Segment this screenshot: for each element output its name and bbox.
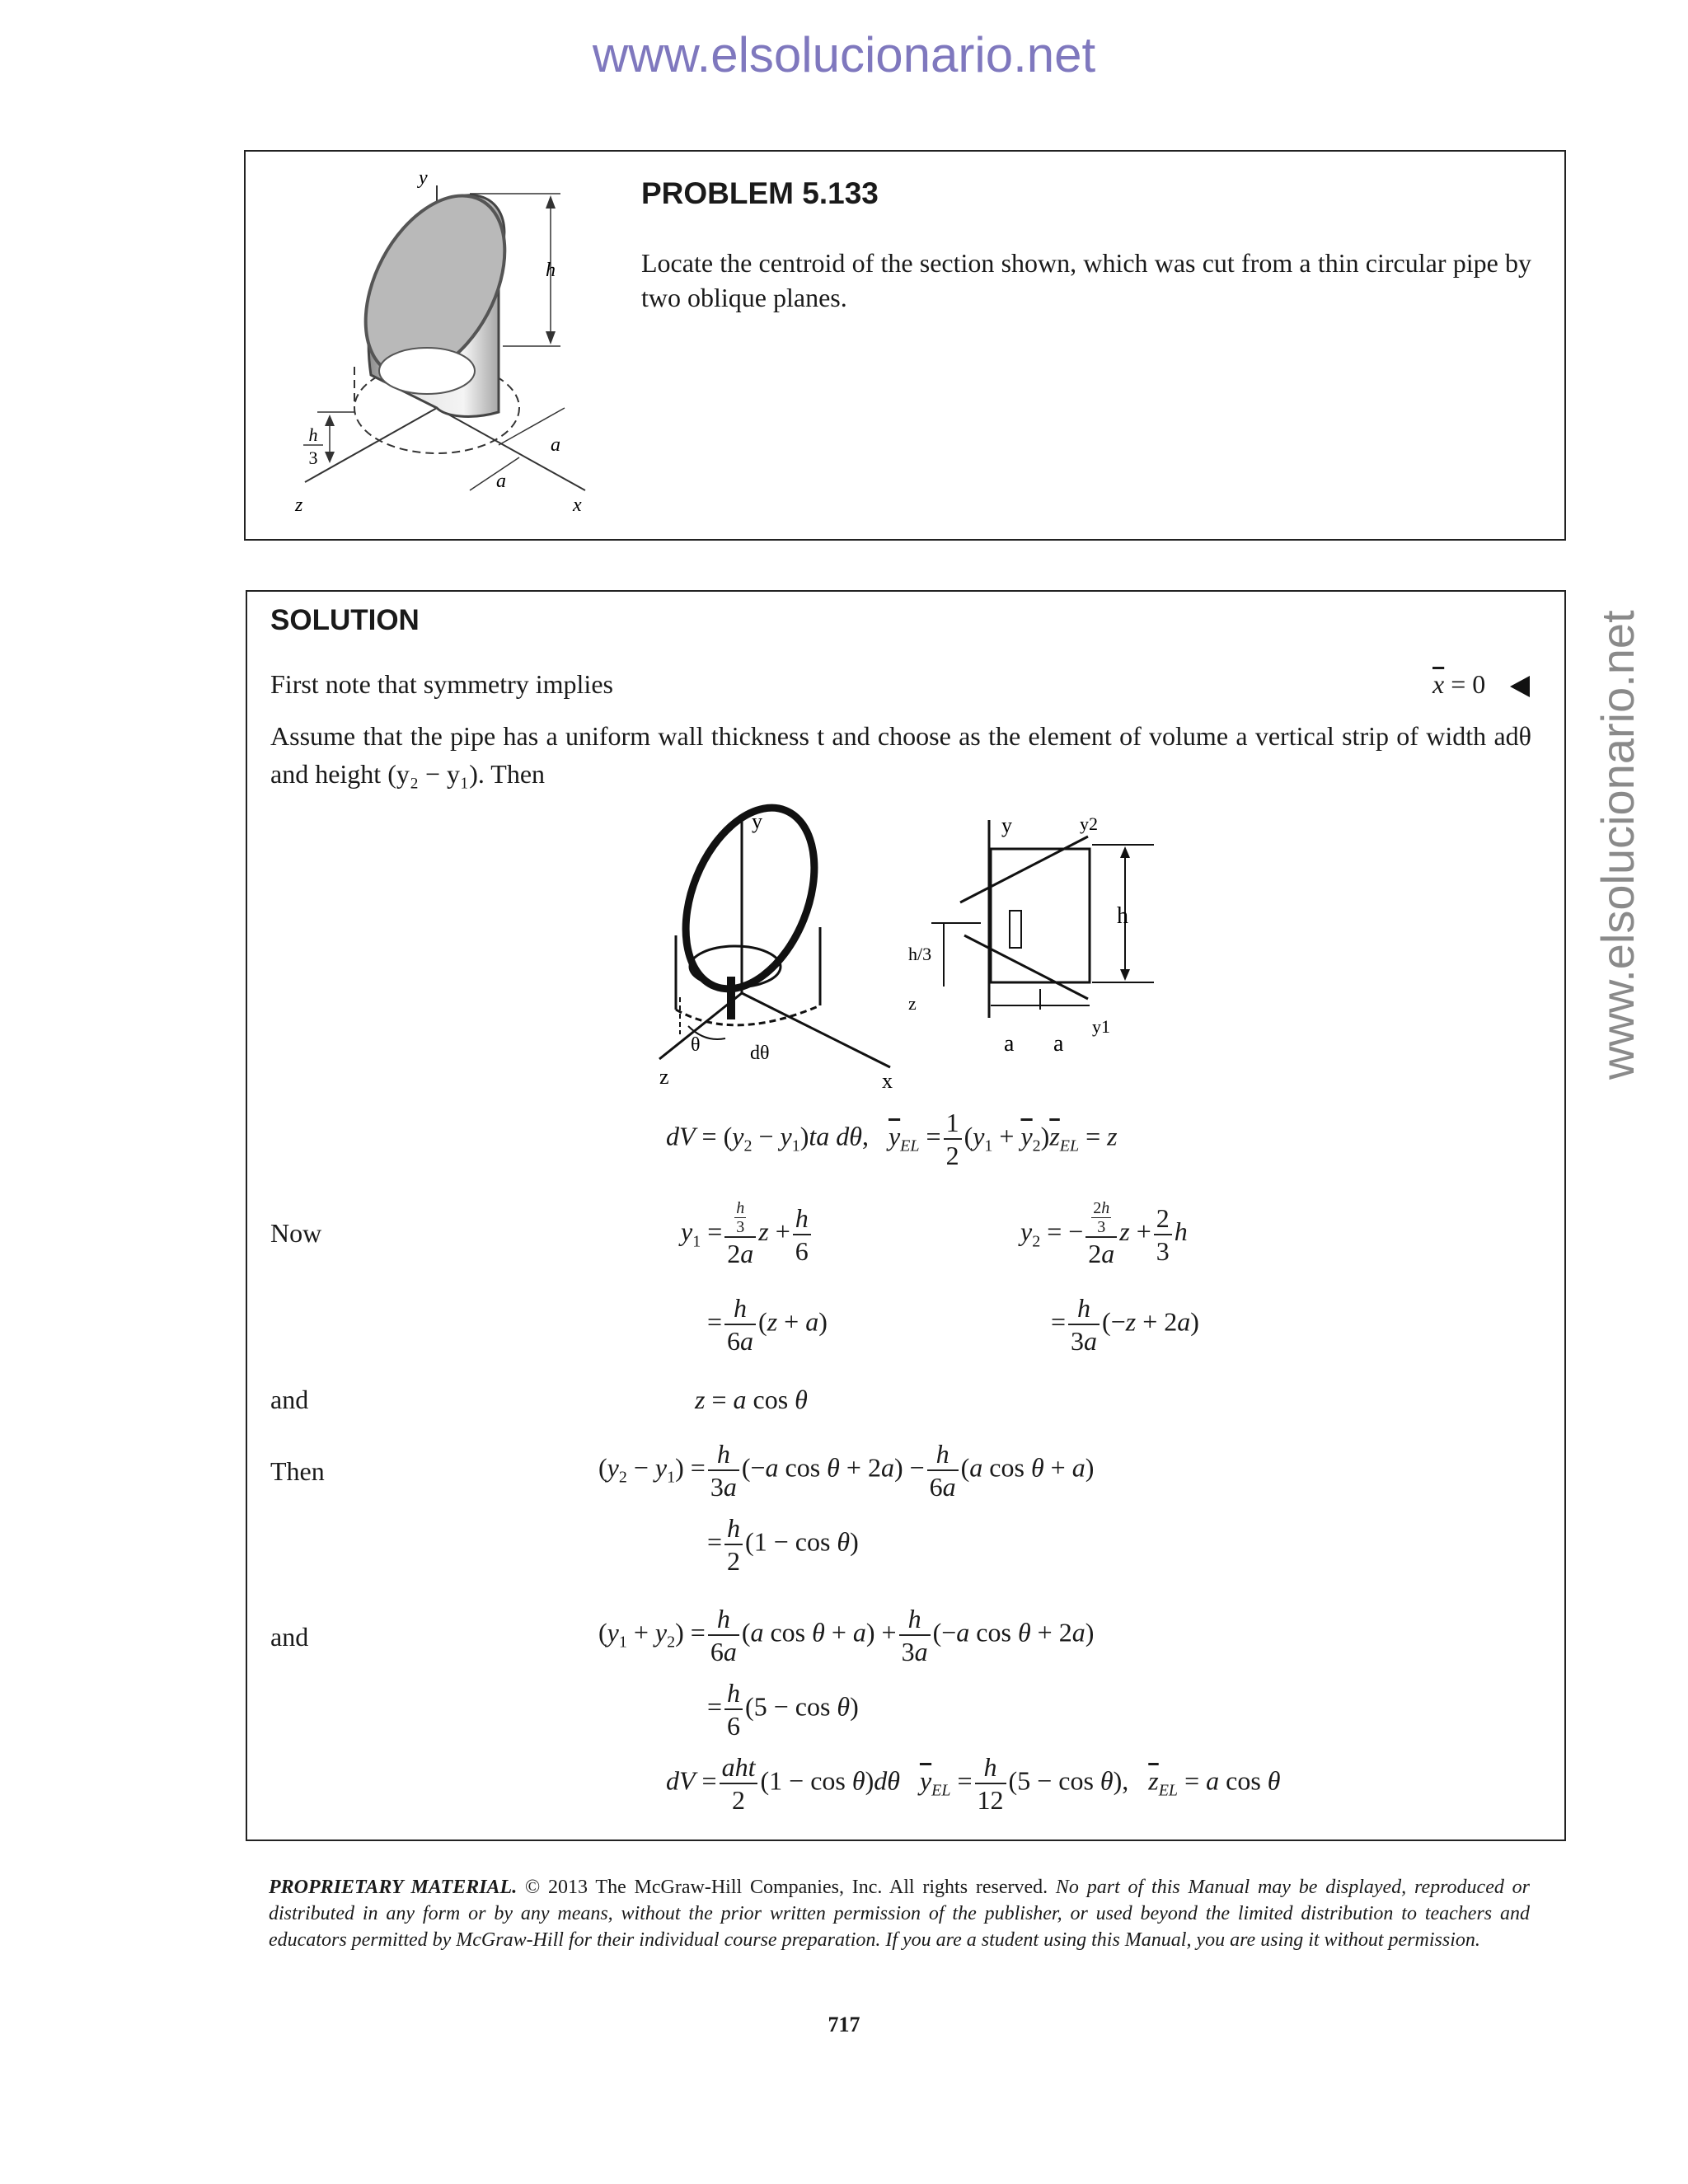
sketch-z-label: z [659,1065,669,1089]
fig-y-label: y [419,167,428,189]
fig-h-label: h [546,260,556,281]
problem-title: PROBLEM 5.133 [641,176,879,210]
label-now: Now [270,1218,322,1248]
sketch-y-label-2: y [1001,813,1012,837]
sketch-z-side-label: z [908,993,917,1014]
problem-figure [280,161,626,523]
label-and-1: and [270,1385,309,1414]
eq-dv-final: dV = $\frac{\text{aht}}{2}$ (1 − cos θ)dθ $\overline{y}_{EL}$ = $\frac{h}{12}$ (5 − cos θ), $\overline{z}_{EL} = a$ cos θ [666,1752,1281,1815]
answer-marker-icon [1508,674,1531,699]
eq-z: z = a cos θ [695,1385,808,1414]
page-number: 717 [828,2013,860,2036]
eq-y1: $y_1$ = $\frac{\frac{h}{3}}{2a}$ z + $\frac{h}{6}$ [681,1199,814,1269]
sketch-x-label: x [882,1069,893,1093]
sketch-a2-label: a [1053,1031,1064,1057]
solution-sketch [643,804,1154,1100]
problem-text: Locate the centroid of the section shown, which was cut from a thin circular pipe by two oblique planes. [641,248,1531,312]
fig-x-label: x [573,494,582,516]
fig-z-label: z [295,494,303,516]
symmetry-line: First note that symmetry implies [270,669,613,699]
fig-h3-num: h [308,424,318,445]
eq-y2-minus-y1: $(y_2 - y_1)$ = $\frac{h}{3a}$ (−a cos θ + 2a) − $\frac{h}{6a}$ (a cos θ + a) [598,1439,1095,1502]
sketch-theta-label: θ [691,1034,701,1056]
fig-h3-den: 3 [308,448,318,468]
eq-y1-simplified: = $\frac{h}{6a}$ (z + a) [707,1293,828,1356]
solution-paragraph: Assume that the pipe has a uniform wall thickness t and choose as the element of volume a vertical strip of width adθ and height (y₂ − y₁). Then [270,721,1531,789]
sketch-y2-label: y2 [1080,813,1098,834]
sketch-dtheta-label: dθ [750,1043,770,1064]
sketch-y-label: y [752,809,762,833]
eq-dv-definition: dV = $(y_2 - y_1)ta$ dθ, $\overline{y}_{EL}$ = $\frac{1}{2}$ $(y_1 + \overline{y}_2)\overline{z}_{EL} = z$ [666,1108,1118,1170]
fig-a1-label: a [551,434,560,456]
watermark-top: www.elsolucionario.net [592,27,1096,82]
eq-y1-plus-y2: $(y_1 + y_2)$ = $\frac{h}{6a}$ (a cos θ + a) + $\frac{h}{3a}$ (−a cos θ + 2a) [598,1604,1095,1666]
fig-a2-label: a [496,471,506,492]
sketch-y1-label: y1 [1092,1016,1110,1037]
xbar-result: $\overline{x} = 0$ [1432,669,1486,699]
footer-copyright: PROPRIETARY MATERIAL. © 2013 The McGraw-Hill Companies, Inc. All rights reserved. No part of this Manual may be displayed, reproduced or distributed in any form or by any means, without the prior written permission of the publisher, or used beyond the limited distribution to teachers and educators permitted by McGraw-Hill for their individual course preparation. If you are a student using this Manual, you are using it without permission. [269,1877,1530,1951]
eq-y1-plus-y2-simplified: = $\frac{h}{6}$ (5 − cos θ) [707,1678,859,1741]
eq-y2-simplified: = $\frac{h}{3a}$ (−z + 2a) [1051,1293,1199,1356]
label-then: Then [270,1456,325,1486]
sketch-h3-label: h/3 [908,944,932,964]
eq-y2-minus-y1-simplified: = $\frac{h}{2}$ (1 − cos θ) [707,1513,859,1576]
eq-y2: $y_2$ = − $\frac{\frac{2h}{3}}{2a}$ z + $\frac{2}{3}$ h [1020,1199,1188,1269]
sketch-a1-label: a [1004,1031,1015,1057]
label-and-2: and [270,1622,309,1652]
solution-title: SOLUTION [270,604,420,636]
sketch-h-label: h [1117,903,1128,929]
